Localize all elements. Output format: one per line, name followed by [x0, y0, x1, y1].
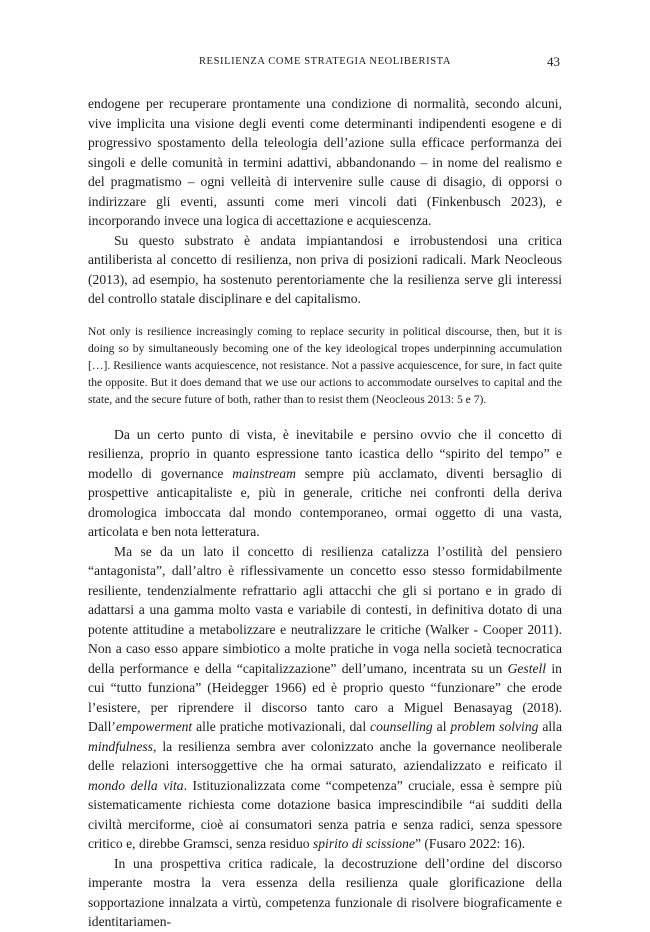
paragraph-5	[88, 854, 562, 932]
text-segment: Su questo substrato è andata impiantandosi e irrobustendosi una critica antiliberista al concetto di resilienza, non priva di posizioni radicali. Mark Neocleous (2013), ad esempio, ha sostenuto perentoriamente che la resilienza serve gli interessi del controllo statale disciplinare e del capitalismo.	[88, 232, 562, 306]
page-number: 43	[547, 54, 560, 69]
italic-term: empowerment	[115, 719, 193, 735]
italic-term: counselling	[370, 719, 433, 735]
block-quote: Not only is resilience increasingly coming to replace security in political discourse, then, but it is doing so by simultaneously becoming one of the key ideological tropes underpinning accumulation […]. Resilience wants acquiescence, not resistance. Not a passive acquiescence, for sure, in fact quite the opposite. But it does demand that we use our actions to accommodate ourselves to capital and the state, and the secure future of both, rather than to resist them (Neocleous 2013: 5 e 7).	[88, 324, 562, 407]
text-segment: in cui “tutto funziona” (Heidegger 1966) ed è proprio questo “funzionare” che erode l’esistere, per riprendere il discorso tanto caro a Miguel Benasayag (2018). Dall’	[88, 660, 562, 735]
text-segment: endogene per recuperare prontamente una condizione di normalità, secondo alcuni, vive implicita una visione degli eventi come determinanti indipendenti esogene e di progressivo spostamento della teleologia dell’azione sulla efficace performanza dei singoli e delle comunità in termini adattivi, abbandonando – in nome del realismo e del pragmatismo – ogni velleità di intervenire sulle cause di disagio, di opporsi o indirizzare gli eventi, assunti come meri vincoli dati (Finkenbusch 2023), e incorporando invece una logica di accettazione e acquiescenza.	[88, 96, 562, 228]
text-segment: Da un certo punto di vista, è inevitabile e persino ovvio che il concetto di resilienza, proprio in quanto espressione tanto icastica dello “spirito del tempo” e modello di governance	[88, 426, 562, 481]
italic-term: Gestell	[507, 660, 547, 676]
page-body	[88, 94, 562, 932]
paragraph-1	[88, 94, 562, 231]
italic-term: mainstream	[232, 465, 296, 481]
text-segment: ” (Fusaro 2022: 16).	[414, 836, 526, 852]
text-segment: al	[432, 719, 451, 735]
running-head: RESILIENZA COME STRATEGIA NEOLIBERISTA	[198, 56, 452, 67]
paragraph-3	[88, 425, 562, 542]
italic-term: mondo della vita	[88, 777, 184, 793]
text-segment: In una prospettiva critica radicale, la decostruzione dell’ordine del discorso imperante mostra la vera essenza della resilienza quale glorificazione della sopportazione innalzata a virtù, competenza funzionale di risolvere biograficamente e identitariamen-	[88, 855, 562, 930]
italic-term: spirito di scissione	[312, 836, 415, 852]
paragraph-2	[88, 231, 562, 309]
text-segment: , la resilienza sembra aver colonizzato anche la governance neoliberale delle relazioni intersoggettive che ha ormai saturato, aziendalizzato e reificato il	[88, 738, 562, 774]
italic-term: problem solving	[450, 719, 539, 735]
italic-term: mindfulness	[88, 738, 153, 754]
text-segment: . Istituzionalizzata come “competenza” cruciale, essa è sempre più sistematicamente richiesta come dotazione basica imprescindibile “ai sudditi della civiltà merciforme, cioè ai consumatori senza patria e senza radici, senza spessore critico e, direbbe Gramsci, senza residuo	[88, 777, 563, 852]
text-segment: Ma se da un lato il concetto di resilienza catalizza l’ostilità del pensiero “antagonista”, dall’altro è riflessivamente un concetto esso stesso formidabilmente resiliente, tendenzialmente refrattario agli attacchi che gli si portano e in grado di adattarsi a una gamma molto vasta e variabile di contesti, in definitiva dotato di una potente attitudine a metabolizzare e neutralizzare le critiche (Walker - Cooper 2011). Non a caso esso appare simbiotico a molte pratiche in voga nella società tecnocratica della performance e della “capitalizzazione” dell’umano, incentrata su un	[88, 543, 562, 676]
text-segment: alle pratiche motivazionali, dal	[192, 719, 371, 735]
paragraph-4	[88, 542, 562, 854]
text-segment: alla	[538, 719, 562, 735]
text-segment: sempre più acclamato, diventi bersaglio di prospettive anticapitaliste e, più in generale, critiche nei confronti della deriva dromologica imboccata dal mondo contemporaneo, ormai oggetto di una vasta, articolata e ben nota letteratura.	[88, 465, 563, 540]
